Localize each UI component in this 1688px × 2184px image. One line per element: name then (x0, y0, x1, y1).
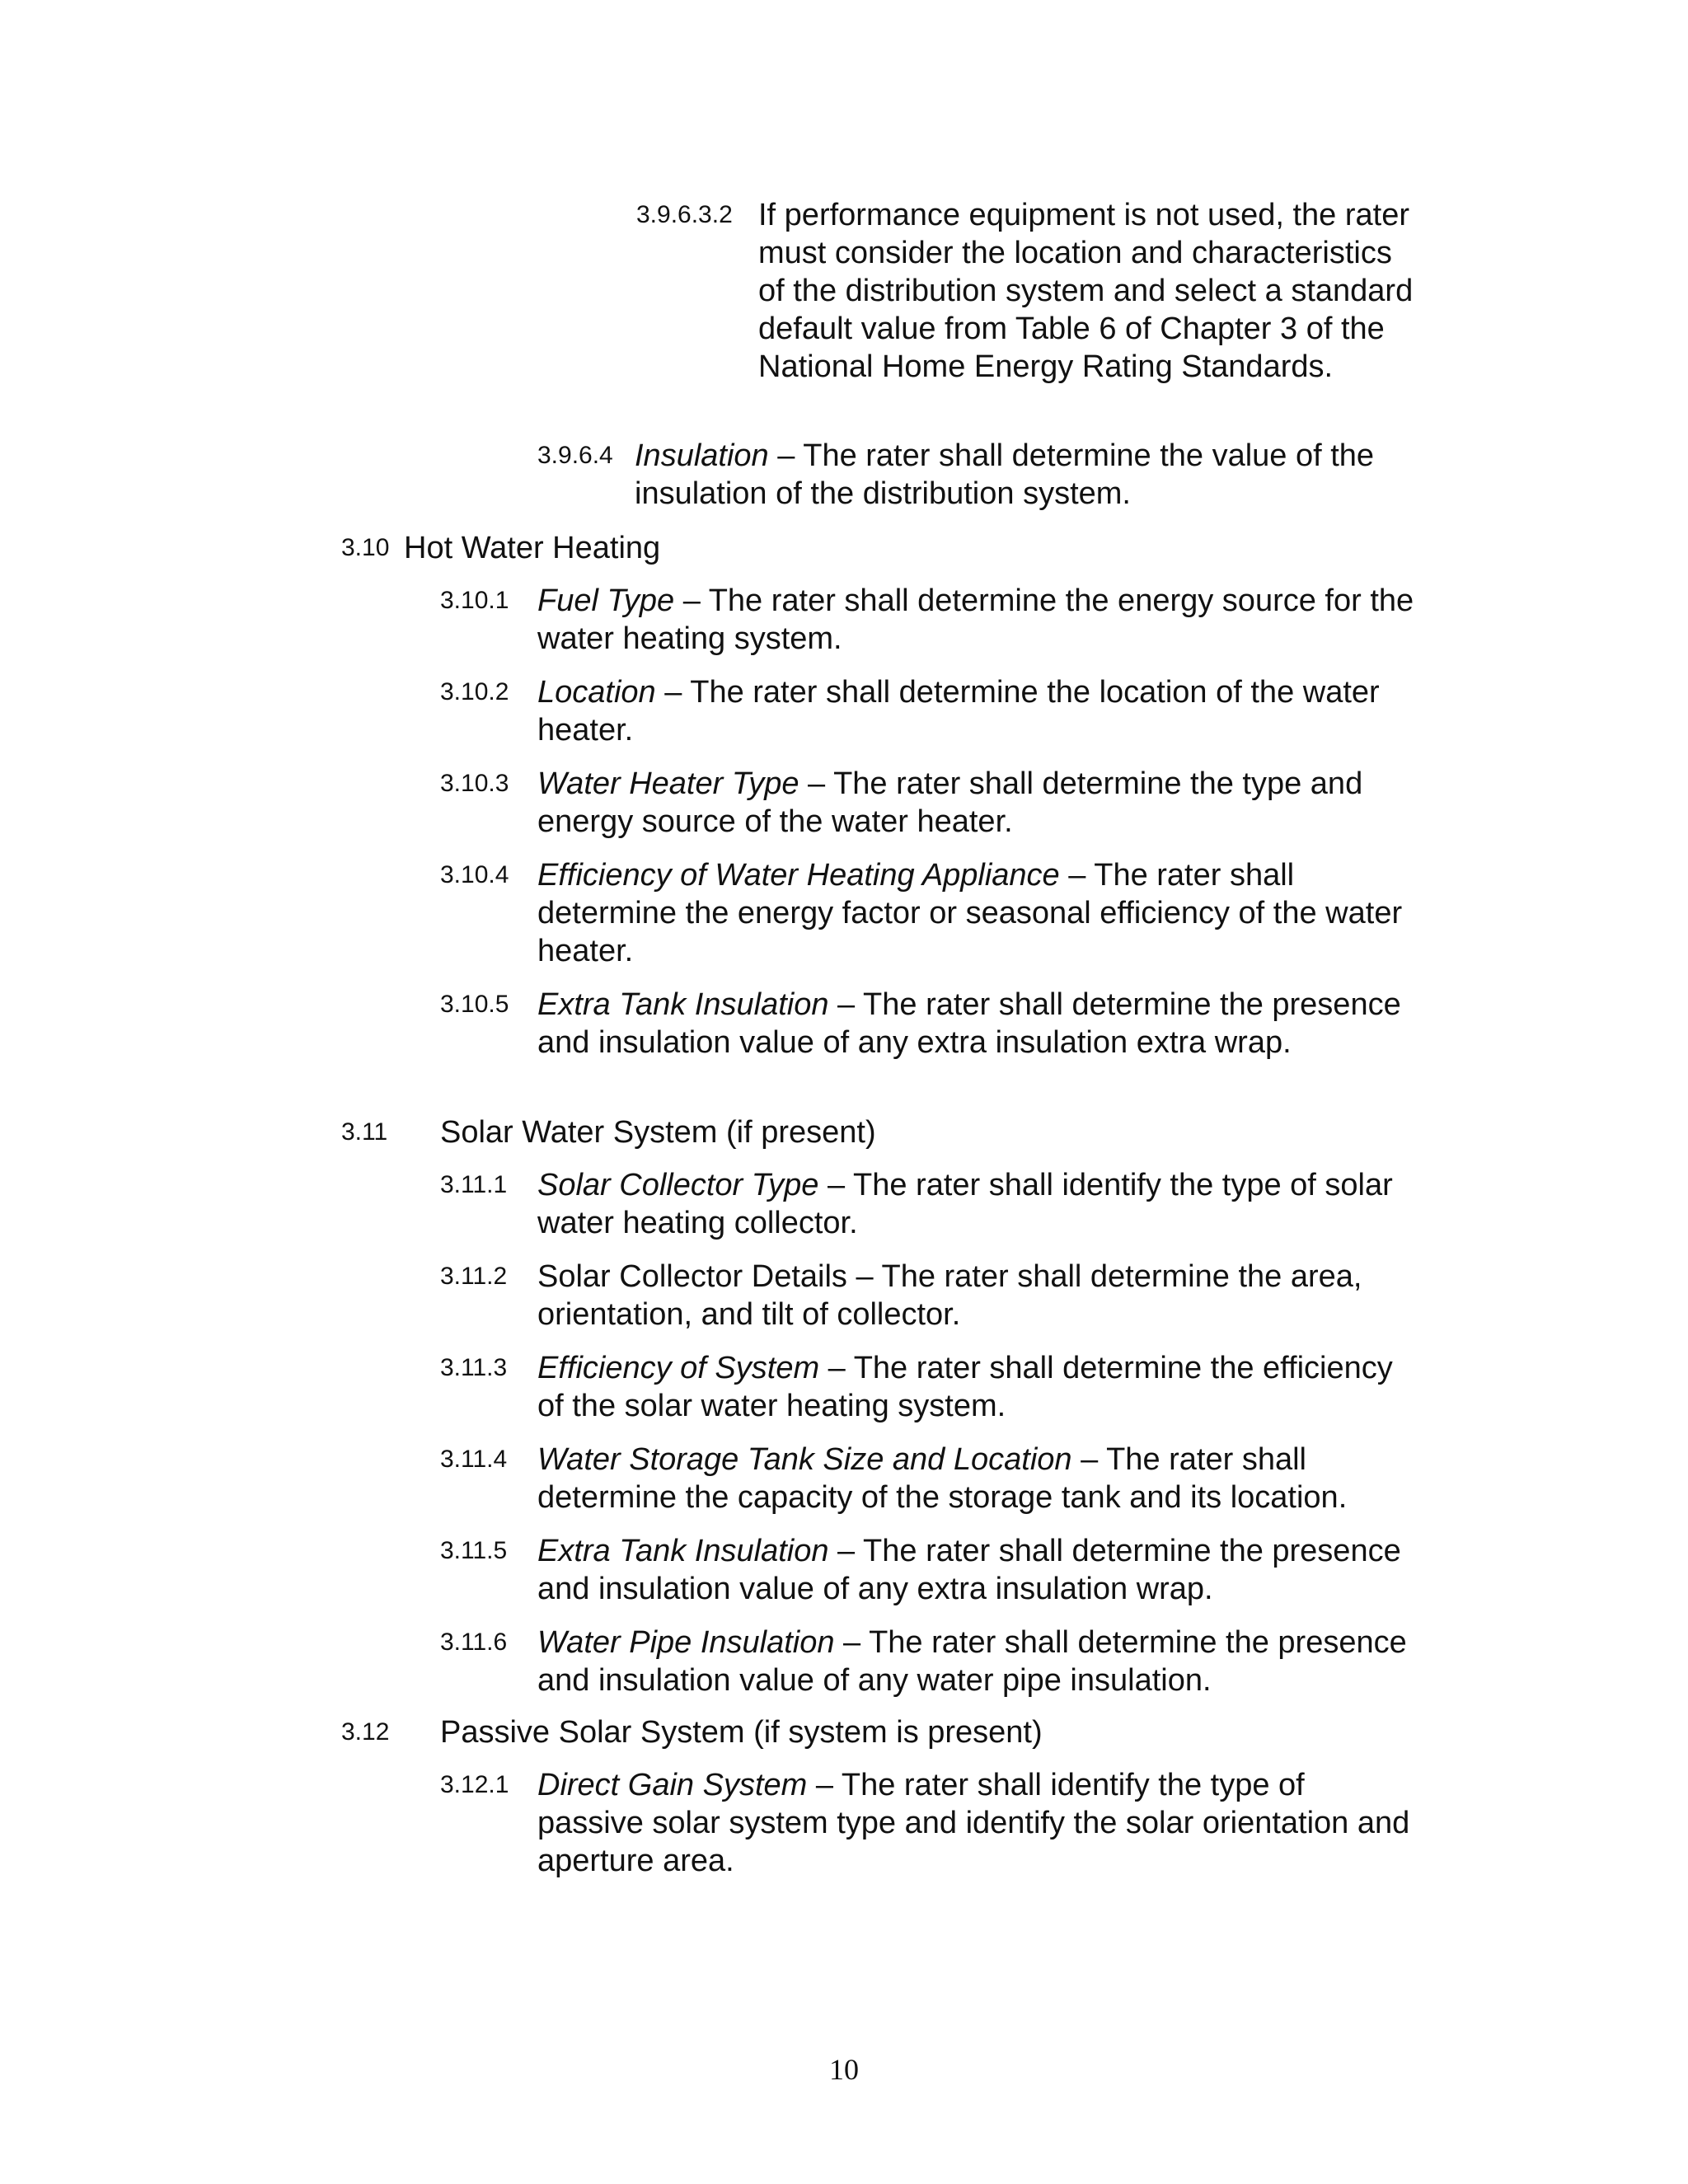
clause-text (537, 1532, 1419, 1608)
clause-body: – The rater shall determine the location of the water heater. (537, 675, 1380, 748)
clause-text (537, 673, 1419, 749)
clause-body: – The rater shall determine the value of the insulation of the distribution system. (635, 438, 1375, 511)
clause-title: Water Heater Type (537, 766, 799, 801)
clause-text (635, 437, 1418, 513)
clause-text (537, 582, 1419, 658)
clause-title: Water Storage Tank Size and Location (537, 1442, 1072, 1477)
clause-title: Extra Tank Insulation (537, 987, 829, 1022)
section-heading: Passive Solar System (if system is present) (440, 1715, 1043, 1750)
section-heading: Hot Water Heating (404, 531, 661, 565)
clause-body: – The rater shall determine the presence and insulation value of any water pipe insulation. (537, 1625, 1407, 1698)
clause-body: – The rater shall determine the efficiency of the solar water heating system. (537, 1351, 1393, 1423)
clause-title: Efficiency of Water Heating Appliance (537, 858, 1060, 893)
clause-text (537, 765, 1419, 841)
page-number: 10 (829, 2053, 859, 2086)
clause-number: 3.10.5 (440, 991, 509, 1018)
clause-number: 3.11.1 (440, 1171, 508, 1198)
clause-body: – The rater shall identify the type of passive solar system type and identify the solar orientation and aperture area. (537, 1768, 1410, 1878)
clause-body: Solar Collector Details – The rater shall determine the area, orientation, and tilt of collector. (537, 1259, 1362, 1332)
clause-body: If performance equipment is not used, the rater must consider the location and characteristics of the distribution system and select a standard default value from Table 6 of Chapter 3 of the National Home Energy Rating Standards. (758, 198, 1414, 384)
clause-title: Fuel Type (537, 583, 675, 618)
clause-text (537, 1166, 1419, 1242)
section-heading: Solar Water System (if present) (440, 1115, 876, 1150)
clause-body: – The rater shall determine the energy source for the water heating system. (537, 583, 1414, 656)
clause-title: Efficiency of System (537, 1351, 820, 1385)
clause-text (537, 986, 1419, 1062)
clause-number: 3.10.1 (440, 587, 509, 614)
clause-body: – The rater shall determine the energy factor or seasonal efficiency of the water heater. (537, 858, 1403, 968)
section-number: 3.12 (341, 1718, 390, 1746)
clause-number: 3.11.6 (440, 1629, 508, 1656)
clause-text (537, 1766, 1419, 1880)
clause-number: 3.11.4 (440, 1446, 508, 1473)
clause-number: 3.9.6.3.2 (636, 201, 733, 228)
clause-title: Extra Tank Insulation (537, 1534, 829, 1568)
clause-text (537, 1258, 1419, 1333)
clause-title: Insulation (635, 438, 769, 473)
section-number: 3.11 (341, 1118, 388, 1146)
clause-body: – The rater shall determine the capacity of the storage tank and its location. (537, 1442, 1348, 1515)
clause-title: Location (537, 675, 656, 710)
clause-number: 3.10.2 (440, 678, 509, 705)
clause-text (537, 1441, 1419, 1516)
clause-number: 3.10.4 (440, 861, 509, 888)
clause-number: 3.11.2 (440, 1263, 508, 1290)
clause-text (537, 856, 1419, 970)
clause-body: – The rater shall determine the presence and insulation value of any extra insulation wrap. (537, 1534, 1401, 1606)
clause-title: Water Pipe Insulation (537, 1625, 835, 1660)
clause-text (537, 1624, 1419, 1699)
clause-number: 3.12.1 (440, 1771, 509, 1798)
clause-body: – The rater shall determine the type and energy source of the water heater. (537, 766, 1363, 839)
clause-title: Direct Gain System (537, 1768, 808, 1802)
clause-number: 3.9.6.4 (537, 442, 613, 469)
clause-body: – The rater shall determine the presence and insulation value of any extra insulation extra wrap. (537, 987, 1401, 1060)
clause-number: 3.11.5 (440, 1537, 508, 1564)
clause-number: 3.10.3 (440, 770, 509, 797)
clause-body: – The rater shall identify the type of solar water heating collector. (537, 1168, 1393, 1240)
clause-text (537, 1349, 1419, 1425)
clause-number: 3.11.3 (440, 1354, 508, 1381)
section-number: 3.10 (341, 534, 390, 561)
clause-title: Solar Collector Type (537, 1168, 819, 1202)
clause-text (758, 196, 1418, 386)
